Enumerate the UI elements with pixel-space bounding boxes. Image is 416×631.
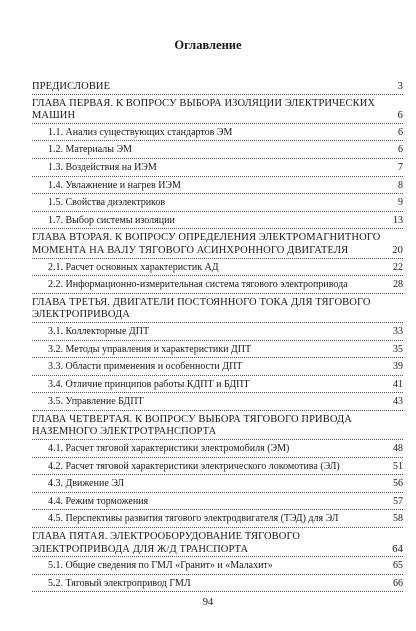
toc-entry-title: 5.2. Тяговый электропривод ГМЛ	[48, 577, 191, 589]
toc-entry-title: 4.5. Перспективы развития тягового электродвигателя (ТЭД) для ЭЛ	[48, 513, 339, 525]
toc-section-entry[interactable]	[32, 575, 403, 593]
toc-entry-page: 56	[393, 478, 403, 490]
toc-entry-title: ГЛАВА ПЕРВАЯ. К ВОПРОСУ ВЫБОРА ИЗОЛЯЦИИ ЭЛЕКТРИЧЕСКИХ МАШИН	[32, 97, 376, 122]
toc-entry-title: 1.1. Анализ существующих стандартов ЭМ	[48, 126, 233, 138]
toc-section-entry[interactable]	[32, 124, 403, 142]
table-of-contents	[32, 78, 403, 592]
toc-entry-page: 22	[393, 261, 403, 273]
toc-section-entry[interactable]	[32, 194, 403, 212]
toc-entry-page: 6	[398, 126, 403, 138]
toc-entry-page: 65	[393, 560, 403, 572]
page-title: Оглавление	[174, 38, 242, 52]
toc-entry-title: 4.4. Режим торможения	[48, 495, 149, 507]
toc-entry-title: ГЛАВА ЧЕТВЕРТАЯ. К ВОПРОСУ ВЫБОРА ТЯГОВОГО ПРИВОДА НАЗЕМНОГО ЭЛЕКТРОТРАНСПОРТА	[32, 413, 352, 438]
page-number: 94	[202, 597, 214, 608]
toc-entry-page: 7	[398, 161, 403, 173]
toc-entry-page: 43	[393, 396, 403, 408]
toc-section-entry[interactable]	[32, 393, 403, 411]
toc-entry-title: ГЛАВА ПЯТАЯ. ЭЛЕКТРООБОРУДОВАНИЕ ТЯГОВОГО ЭЛЕКТРОПРИВОДА ДЛЯ Ж/Д ТРАНСПОРТА	[32, 531, 301, 555]
toc-entry-page: 57	[393, 495, 403, 507]
toc-chapter-entry[interactable]	[32, 229, 403, 258]
toc-section-entry[interactable]	[32, 376, 403, 394]
toc-entry-title: 5.1. Общие сведения по ГМЛ «Гранит» и «Малахит»	[48, 560, 273, 572]
toc-entry-title: 2.1. Расчет основных характеристик АД	[48, 261, 219, 273]
toc-entry-title: 3.3. Области применения и особенности ДПТ	[48, 361, 243, 373]
toc-entry-page: 64	[392, 543, 403, 555]
toc-entry-title: 4.1. Расчет тяговой характеристики электромобиля (ЭМ)	[48, 443, 290, 455]
toc-entry-page: 41	[393, 378, 403, 390]
toc-entry-title: 3.1. Коллекторные ДПТ	[48, 325, 150, 337]
toc-entry-page: 28	[393, 279, 403, 291]
toc-entry-page: 51	[393, 460, 403, 472]
toc-section-entry[interactable]	[32, 557, 403, 575]
toc-entry-page: 8	[398, 179, 403, 191]
toc-entry-title: 2.2. Информационно-измерительная система тягового электропривода	[48, 279, 348, 291]
toc-section-entry[interactable]	[32, 475, 403, 493]
toc-entry-title: 4.2. Расчет тяговой характеристики электрического локомотива (ЭЛ)	[48, 460, 340, 472]
toc-entry-title: 1.7. Выбор системы изоляции	[48, 214, 175, 226]
toc-section-entry[interactable]	[32, 458, 403, 476]
toc-entry-page: 33	[393, 325, 403, 337]
toc-section-entry[interactable]	[32, 212, 403, 230]
toc-entry-page: 48	[393, 443, 403, 455]
toc-section-entry[interactable]	[32, 141, 403, 159]
toc-entry-page: 58	[393, 513, 403, 525]
toc-chapter-entry[interactable]	[32, 294, 403, 323]
toc-section-entry[interactable]	[32, 440, 403, 458]
toc-entry-page: 9	[398, 197, 403, 209]
toc-section-entry[interactable]	[32, 493, 403, 511]
toc-entry-page: 66	[393, 577, 403, 589]
toc-chapter-entry[interactable]	[32, 528, 403, 557]
toc-entry-title: 1.4. Увлажнение и нагрев ИЭМ	[48, 179, 181, 191]
toc-entry-title: ГЛАВА ВТОРАЯ. К ВОПРОСУ ОПРЕДЕЛЕНИЯ ЭЛЕКТРОМАГНИТНОГО МОМЕНТА НА ВАЛУ ТЯГОВОГО АСИНХРОННОГО ДВИГАТЕЛЯ	[32, 232, 381, 256]
toc-entry-title: 4.3. Движение ЭЛ	[48, 478, 125, 490]
toc-entry-page: 13	[393, 214, 403, 226]
toc-chapter-entry[interactable]	[32, 411, 403, 440]
toc-section-entry[interactable]	[32, 341, 403, 359]
toc-chapter-entry[interactable]	[32, 95, 403, 124]
toc-section-entry[interactable]	[32, 177, 403, 195]
toc-section-entry[interactable]	[32, 323, 403, 341]
toc-entry-title: 3.2. Методы управления и характеристики ДПТ	[48, 343, 252, 355]
toc-entry-page: 6	[397, 110, 403, 122]
toc-entry-page: 35	[393, 343, 403, 355]
toc-chapter-entry[interactable]	[32, 78, 403, 95]
toc-entry-page: 6	[398, 144, 403, 156]
toc-entry-title: 1.2. Материалы ЭМ	[48, 144, 132, 156]
toc-entry-title: 3.4. Отличие принципов работы КДПТ и БДПТ	[48, 378, 250, 390]
toc-section-entry[interactable]	[32, 259, 403, 277]
toc-entry-page: 20	[392, 244, 403, 256]
toc-entry-title: 3.5. Управление БДПТ	[48, 396, 144, 408]
toc-entry-title: ПРЕДИСЛОВИЕ	[32, 81, 111, 92]
toc-section-entry[interactable]	[32, 358, 403, 376]
toc-entry-page: 3	[397, 81, 403, 92]
toc-entry-title: 1.5. Свойства диэлектриков	[48, 197, 166, 209]
toc-section-entry[interactable]	[32, 276, 403, 294]
toc-section-entry[interactable]	[32, 510, 403, 528]
toc-entry-title: ГЛАВА ТРЕТЬЯ. ДВИГАТЕЛИ ПОСТОЯННОГО ТОКА ДЛЯ ТЯГОВОГО ЭЛЕКТРОПРИВОДА	[32, 296, 371, 321]
toc-entry-page: 39	[393, 361, 403, 373]
toc-section-entry[interactable]	[32, 159, 403, 177]
toc-entry-title: 1.3. Воздействия на ИЭМ	[48, 161, 157, 173]
